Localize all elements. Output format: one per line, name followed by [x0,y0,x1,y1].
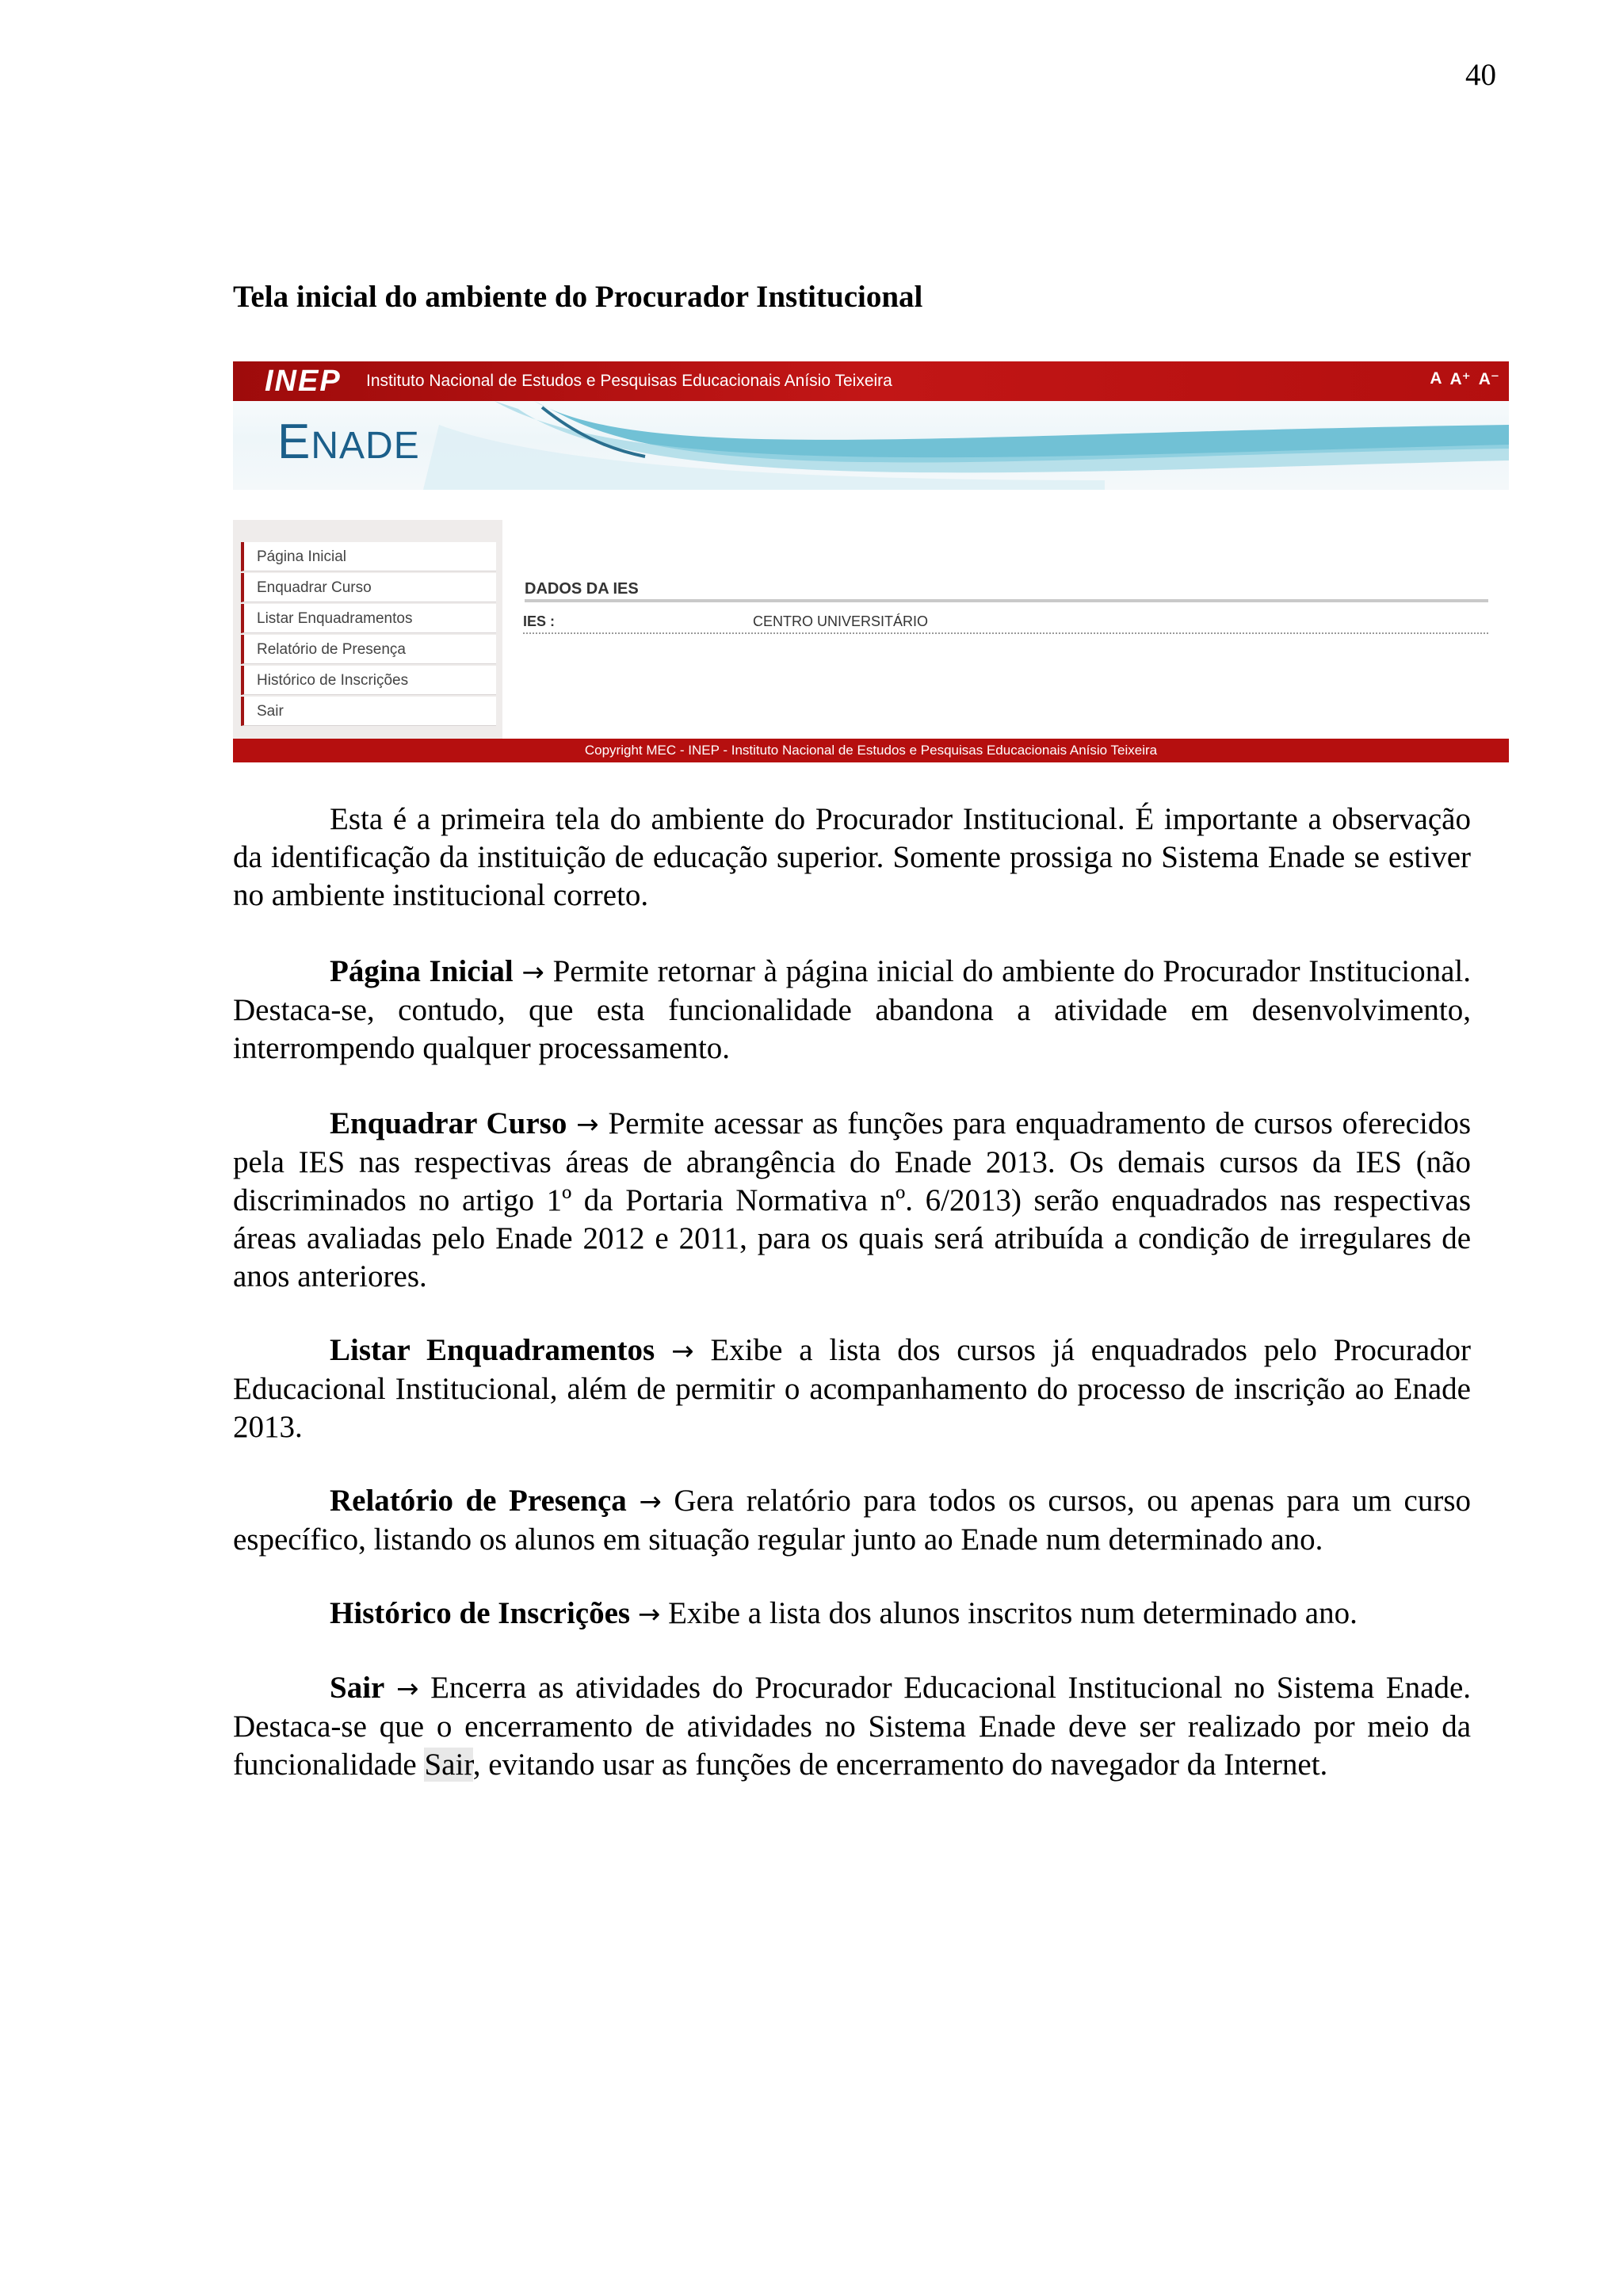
inep-top-bar [233,361,1509,401]
arrow-icon: → [576,1109,599,1140]
menu-item-historico-inscricoes[interactable]: Histórico de Inscrições [241,666,496,695]
menu-item-relatorio-presenca[interactable]: Relatório de Presença [241,635,496,664]
arrow-icon: → [395,1673,419,1705]
page-number: 40 [1465,58,1496,92]
menu-item-enquadrar-curso[interactable]: Enquadrar Curso [241,573,496,602]
section-title: Tela inicial do ambiente do Procurador Institucional [233,280,923,314]
historico-inscricoes-paragraph: Histórico de Inscrições → Exibe a lista dos alunos inscritos num determinado ano. [330,1596,1358,1630]
enade-screenshot [233,361,1509,762]
sair-paragraph: Sair → Encerra as atividades do Procurador Educacional Institucional no Sistema Enade. Destaca-se que o encerramento de atividades no Sistema Enade deve ser realizado por meio da funcionalidade Sair, evitando usar as funções de encerramento do navegador da Internet. [233,1671,1472,1782]
ies-dotted-divider [523,632,1488,634]
arrow-icon: → [637,1599,661,1630]
highlighted-sair: Sair [424,1748,473,1782]
ies-section-title: DADOS DA IES [525,580,639,598]
header-wave-graphic [233,401,1509,490]
enade-logo: ENADE [277,415,420,469]
arrow-icon: → [671,1335,694,1367]
font-size-controls [1430,369,1499,389]
ies-value: CENTRO UNIVERSITÁRIO [753,613,929,629]
enade-header [233,361,1509,490]
side-menu-list [241,542,496,728]
pagina-inicial-paragraph: Página Inicial → Permite retornar à página inicial do ambiente do Procurador Institucional. Destaca-se, contudo, que esta funcionalidade abandona a atividade em desenvolvimento, interrompendo qualquer processamento. [233,954,1472,1065]
listar-enquadramentos-paragraph: Listar Enquadramentos → Exibe a lista dos cursos já enquadrados pelo Procurador Educacional Institucional, além de permitir o acompanhamento do processo de inscrição ao Enade 2013. [233,1333,1472,1444]
inep-logo: INEP [265,365,342,398]
font-normal-button[interactable]: A [1430,369,1442,388]
term-enquadrar-curso: Enquadrar Curso [330,1106,567,1140]
arrow-icon: → [521,957,544,988]
inep-institute-name: Instituto Nacional de Estudos e Pesquisas Educacionais Anísio Teixeira [366,372,892,390]
ies-section-rule [525,599,1488,602]
font-increase-button[interactable]: A⁺ [1449,370,1471,388]
enquadrar-curso-paragraph: Enquadrar Curso → Permite acessar as funções para enquadramento de cursos oferecidos pela IES nas respectivas áreas de abrangência do Enade 2013. Os demais cursos da IES (não discriminados no artigo 1º da Portaria Normativa nº. 6/2013) serão enquadrados nas respectivas áreas avaliadas pelo Enade 2012 e 2011, para os quais será atribuída a condição de irregulares de anos anteriores. [233,1106,1472,1293]
term-relatorio-presenca: Relatório de Presença [330,1484,627,1518]
menu-item-pagina-inicial[interactable]: Página Inicial [241,542,496,571]
font-decrease-button[interactable]: A⁻ [1478,370,1499,388]
term-historico-inscricoes: Histórico de Inscrições [330,1596,631,1630]
relatorio-presenca-paragraph: Relatório de Presença → Gera relatório para todos os cursos, ou apenas para um curso específico, listando os alunos em situação regular junto ao Enade num determinado ano. [233,1484,1472,1557]
copyright-footer: Copyright MEC - INEP - Instituto Nacional de Estudos e Pesquisas Educacionais Anísio Teixeira [233,739,1509,762]
ies-label: IES : [523,613,556,629]
side-menu [233,520,502,762]
arrow-icon: → [639,1486,662,1518]
menu-item-sair[interactable]: Sair [241,697,496,726]
term-sair: Sair [330,1671,385,1705]
term-pagina-inicial: Página Inicial [330,954,514,988]
menu-item-listar-enquadramentos[interactable]: Listar Enquadramentos [241,604,496,633]
intro-paragraph: Esta é a primeira tela do ambiente do Procurador Institucional. É importante a observação da identificação da instituição de educação superior. Somente prossiga no Sistema Enade se estiver no ambiente institucional correto. [233,802,1471,912]
term-listar-enquadramentos: Listar Enquadramentos [330,1333,655,1367]
